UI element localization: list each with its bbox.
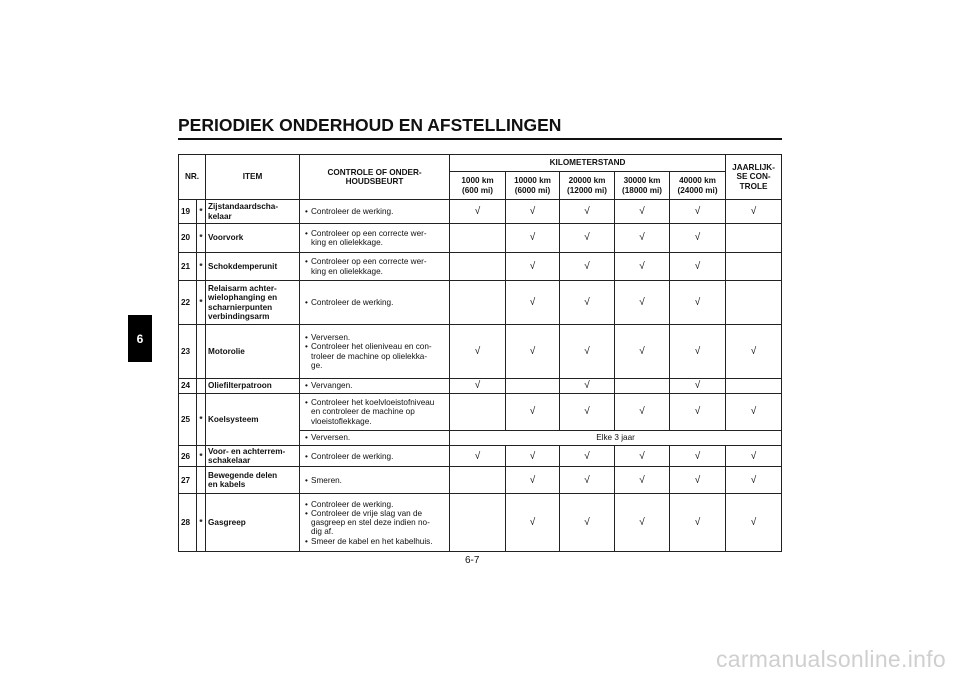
row-number: 24 (179, 379, 197, 394)
empty-cell (726, 224, 782, 253)
row-number: 22 (179, 281, 197, 325)
empty-cell (726, 253, 782, 281)
check-mark: √ (726, 446, 782, 467)
table-row (179, 467, 782, 494)
action-list (302, 257, 447, 275)
row-actions (300, 325, 450, 379)
action-item: • Controleer de werking. (302, 298, 447, 307)
check-mark: √ (506, 394, 560, 431)
check-mark: √ (670, 467, 726, 494)
check-mark: √ (560, 446, 615, 467)
check-mark: √ (670, 325, 726, 379)
table-row (179, 494, 782, 552)
table-row (179, 379, 782, 394)
action-item: • Verversen. (302, 433, 447, 442)
empty-cell (450, 467, 506, 494)
empty-cell (726, 281, 782, 325)
row-asterisk: * (197, 281, 206, 325)
check-mark: √ (670, 224, 726, 253)
row-actions (300, 379, 450, 394)
header-kilometerstand: KILOMETERSTAND (450, 155, 726, 172)
row-item: Koelsysteem (206, 394, 300, 446)
table-row (179, 224, 782, 253)
action-item: • Verversen. (302, 333, 447, 342)
row-item: Voorvork (206, 224, 300, 253)
check-mark: √ (670, 281, 726, 325)
action-item: • Controleer het koelvloeistofniveau en controleer de machine op vloeistoflekkage. (302, 398, 447, 426)
row-item: Gasgreep (206, 494, 300, 552)
empty-cell (506, 379, 560, 394)
check-mark: √ (615, 224, 670, 253)
header-nr: NR. (179, 155, 206, 200)
check-mark: √ (726, 467, 782, 494)
check-mark: √ (726, 494, 782, 552)
table-row (179, 253, 782, 281)
check-mark: √ (506, 224, 560, 253)
row-number: 28 (179, 494, 197, 552)
row-asterisk: * (197, 224, 206, 253)
action-list (302, 500, 447, 546)
action-list (302, 298, 447, 307)
action-item: • Controleer op een correcte wer- king en olielekkage. (302, 229, 447, 247)
row-asterisk: * (197, 253, 206, 281)
row-item: Oliefilterpatroon (206, 379, 300, 394)
check-mark: √ (560, 224, 615, 253)
section-tab: 6 (128, 315, 152, 362)
row-number: 21 (179, 253, 197, 281)
table-body (179, 200, 782, 552)
action-item: • Controleer de werking. (302, 207, 447, 216)
action-item: • Controleer het olieniveau en con- troleer de machine op olielekka- ge. (302, 342, 447, 370)
action-item: • Smeer de kabel en het kabelhuis. (302, 537, 447, 546)
row-actions (300, 281, 450, 325)
row-actions (300, 253, 450, 281)
action-list (302, 207, 447, 216)
table-row (179, 325, 782, 379)
empty-cell (615, 379, 670, 394)
header-annual-check: JAARLIJK- SE CON- TROLE (726, 155, 782, 200)
row-asterisk: * (197, 200, 206, 224)
header-km-1000: 1000 km (600 mi) (450, 172, 506, 200)
empty-cell (450, 224, 506, 253)
action-list (302, 229, 447, 247)
check-mark: √ (506, 200, 560, 224)
row-number: 19 (179, 200, 197, 224)
row-actions (300, 200, 450, 224)
empty-cell (450, 253, 506, 281)
maintenance-table (178, 154, 782, 552)
check-mark: √ (670, 379, 726, 394)
check-mark: √ (450, 379, 506, 394)
row-asterisk (197, 467, 206, 494)
check-mark: √ (506, 325, 560, 379)
table-row (179, 394, 782, 431)
row-asterisk: * (197, 394, 206, 446)
row-number: 26 (179, 446, 197, 467)
row-actions (300, 494, 450, 552)
interval-note: Elke 3 jaar (450, 431, 782, 446)
action-item: • Controleer op een correcte wer- king en olielekkage. (302, 257, 447, 275)
check-mark: √ (615, 325, 670, 379)
empty-cell (450, 494, 506, 552)
row-actions (300, 224, 450, 253)
row-number: 20 (179, 224, 197, 253)
action-item: • Smeren. (302, 476, 447, 485)
title-rule (178, 138, 782, 140)
check-mark: √ (726, 200, 782, 224)
row-asterisk (197, 325, 206, 379)
check-mark: √ (615, 467, 670, 494)
check-mark: √ (506, 446, 560, 467)
check-mark: √ (506, 253, 560, 281)
row-actions (300, 467, 450, 494)
action-list (302, 476, 447, 485)
check-mark: √ (726, 394, 782, 431)
header-item: ITEM (206, 155, 300, 200)
action-list (302, 452, 447, 461)
page-number: 6-7 (465, 555, 480, 566)
check-mark: √ (615, 394, 670, 431)
check-mark: √ (560, 281, 615, 325)
check-mark: √ (506, 467, 560, 494)
row-number: 27 (179, 467, 197, 494)
watermark: carmanualsonline.info (715, 646, 946, 672)
row-asterisk: * (197, 446, 206, 467)
check-mark: √ (506, 494, 560, 552)
action-item: • Controleer de werking. (302, 452, 447, 461)
row-actions (300, 446, 450, 467)
header-km-30000: 30000 km (18000 mi) (615, 172, 670, 200)
action-list (302, 433, 447, 442)
action-list (302, 333, 447, 370)
check-mark: √ (615, 446, 670, 467)
check-mark: √ (560, 494, 615, 552)
check-mark: √ (560, 325, 615, 379)
action-item: • Controleer de vrije slag van de gasgreep en stel deze indien no- dig af. (302, 509, 447, 537)
action-item: • Controleer de werking. (302, 500, 447, 509)
action-item: • Vervangen. (302, 381, 447, 390)
row-asterisk: * (197, 494, 206, 552)
row-item: Relaisarm achter- wielophanging en scharnierpunten verbindingsarm (206, 281, 300, 325)
header-km-20000: 20000 km (12000 mi) (560, 172, 615, 200)
row-asterisk (197, 379, 206, 394)
check-mark: √ (560, 394, 615, 431)
row-actions (300, 431, 450, 446)
check-mark: √ (560, 379, 615, 394)
row-item: Schokdemperunit (206, 253, 300, 281)
row-actions (300, 394, 450, 431)
check-mark: √ (615, 253, 670, 281)
row-number: 25 (179, 394, 197, 446)
check-mark: √ (670, 446, 726, 467)
empty-cell (450, 394, 506, 431)
check-mark: √ (506, 281, 560, 325)
table-row (179, 446, 782, 467)
check-mark: √ (560, 467, 615, 494)
row-item: Motorolie (206, 325, 300, 379)
action-list (302, 381, 447, 390)
header-control: CONTROLE OF ONDER- HOUDSBEURT (300, 155, 450, 200)
table-row (179, 281, 782, 325)
check-mark: √ (670, 494, 726, 552)
check-mark: √ (670, 253, 726, 281)
check-mark: √ (670, 394, 726, 431)
empty-cell (726, 379, 782, 394)
check-mark: √ (450, 325, 506, 379)
check-mark: √ (726, 325, 782, 379)
check-mark: √ (560, 253, 615, 281)
check-mark: √ (615, 281, 670, 325)
row-item: Bewegende delen en kabels (206, 467, 300, 494)
check-mark: √ (670, 200, 726, 224)
page-title: PERIODIEK ONDERHOUD EN AFSTELLINGEN (178, 115, 562, 135)
table-row (179, 200, 782, 224)
row-item: Zijstandaardscha- kelaar (206, 200, 300, 224)
check-mark: √ (450, 200, 506, 224)
header-km-10000: 10000 km (6000 mi) (506, 172, 560, 200)
check-mark: √ (615, 494, 670, 552)
header-km-40000: 40000 km (24000 mi) (670, 172, 726, 200)
empty-cell (450, 281, 506, 325)
check-mark: √ (450, 446, 506, 467)
row-number: 23 (179, 325, 197, 379)
action-list (302, 398, 447, 426)
row-item: Voor- en achterrem- schakelaar (206, 446, 300, 467)
check-mark: √ (615, 200, 670, 224)
check-mark: √ (560, 200, 615, 224)
